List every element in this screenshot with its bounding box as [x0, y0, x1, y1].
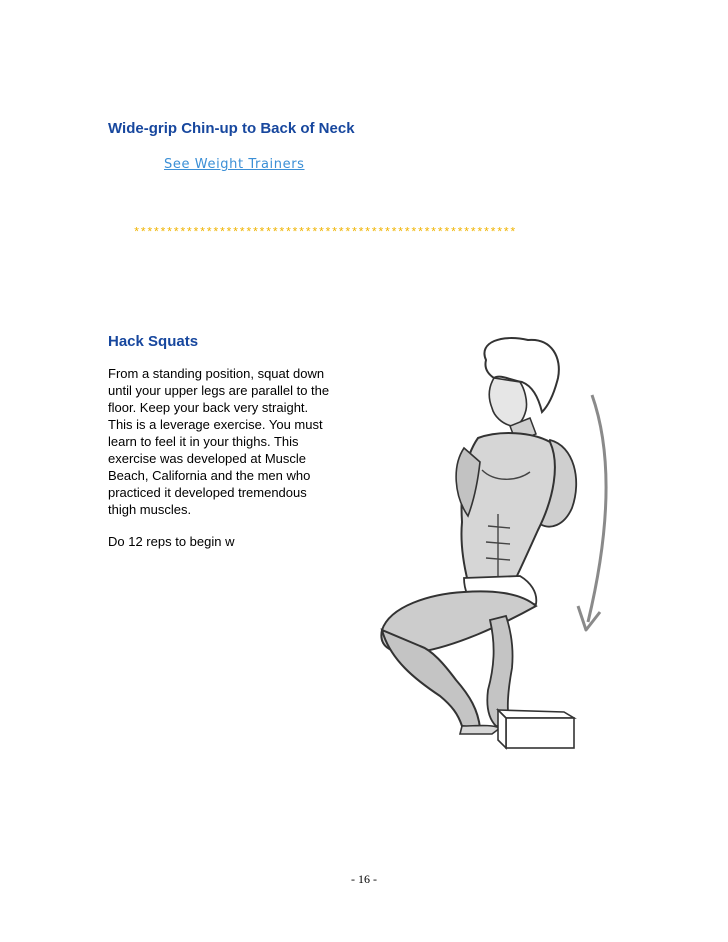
motion-arrow-icon: [578, 395, 606, 630]
see-weight-trainers-link[interactable]: See Weight Trainers: [164, 157, 305, 172]
star-separator: **********************************************************: [133, 226, 516, 240]
reps-instruction: Do 12 reps to begin w: [108, 534, 235, 549]
description-line: floor. Keep your back very straight.: [108, 400, 309, 415]
description-line: Beach, California and the men who: [108, 468, 311, 483]
wooden-block: [498, 710, 574, 748]
description-line: practiced it developed tremendous: [108, 485, 307, 500]
description-line: until your upper legs are parallel to the: [108, 383, 330, 398]
page-number: - 16 -: [351, 872, 377, 886]
section-title-hack-squats: Hack Squats: [108, 333, 199, 350]
description-line: exercise was developed at Muscle: [108, 451, 306, 466]
description-line: thigh muscles.: [108, 502, 192, 517]
face: [489, 378, 526, 426]
hack-squat-illustration: [360, 330, 630, 765]
description-line: This is a leverage exercise. You must: [108, 417, 323, 432]
hack-squats-description: [108, 365, 368, 518]
section-title-chin-up: Wide-grip Chin-up to Back of Neck: [108, 120, 355, 137]
description-line: From a standing position, squat down: [108, 366, 325, 381]
description-line: learn to feel it in your thighs. This: [108, 434, 299, 449]
